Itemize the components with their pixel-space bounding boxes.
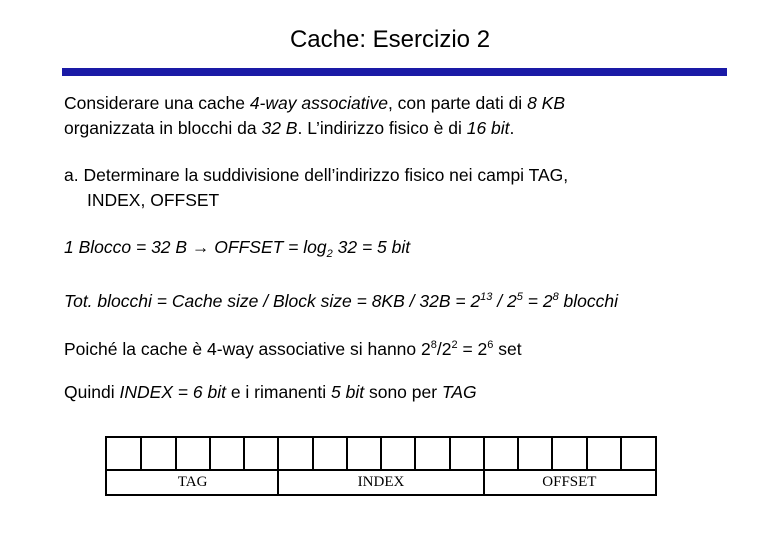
blocks-text: blocchi: [558, 291, 619, 311]
title-divider: [62, 68, 727, 76]
offset-equation: [64, 235, 410, 267]
conclusion-text: sono per: [364, 382, 442, 402]
blocks-text: / 2: [492, 291, 517, 311]
sets-text: /2: [436, 339, 452, 359]
intro-text: organizzata in blocchi da: [64, 118, 262, 138]
bit-cell: [209, 438, 211, 469]
intro-emphasis: 32 B: [261, 118, 298, 138]
bit-cell: [380, 438, 382, 469]
blocks-equation: [64, 285, 618, 314]
blocks-text: Tot. blocchi = Cache size / Block size = 8KB / 32B = 2: [64, 291, 481, 311]
intro-text: , con parte dati di: [387, 93, 528, 113]
intro-line-1: [64, 91, 565, 116]
intro-text: Considerare una cache: [64, 93, 250, 113]
field-label-index: INDEX: [357, 474, 405, 490]
intro-text: . L’indirizzo fisico è di: [297, 118, 467, 138]
conclusion: [64, 380, 477, 405]
bit-cell: [517, 438, 519, 469]
field-label-offset: OFFSET: [542, 474, 597, 490]
conclusion-emphasis: TAG: [441, 382, 477, 402]
bit-cell: [312, 438, 314, 469]
exponent: 8: [430, 339, 437, 351]
conclusion-emphasis: INDEX = 6 bit: [119, 382, 226, 402]
intro-emphasis: 4-way associative: [249, 93, 388, 113]
blocks-text: = 2: [522, 291, 553, 311]
exponent: 5: [516, 291, 523, 303]
question-line-2: INDEX, OFFSET: [87, 190, 220, 210]
bit-cell: [586, 438, 588, 469]
field-label-tag: TAG: [177, 474, 208, 490]
bit-cell: [346, 438, 348, 469]
address-bit-table: [105, 436, 657, 496]
sets-equation: [64, 333, 522, 362]
sets-text: Poiché la cache è 4-way associative si hanno 2: [64, 339, 431, 359]
intro-text: .: [509, 118, 515, 138]
question-line-1: a. Determinare la suddivisione dell’indirizzo fisico nei campi TAG,: [64, 165, 569, 185]
bit-cell: [414, 438, 416, 469]
exponent: 6: [487, 339, 494, 351]
bit-cell: [175, 438, 177, 469]
bit-row: [107, 438, 655, 471]
offset-text: 1 Blocco = 32 B → OFFSET = log: [64, 237, 327, 257]
exponent: 13: [480, 291, 493, 303]
offset-text: 32 = 5 bit: [332, 237, 411, 257]
bit-cell: [620, 438, 622, 469]
conclusion-text: e i rimanenti: [225, 382, 332, 402]
bit-cell: [277, 438, 279, 469]
intro-emphasis: 16 bit: [466, 118, 510, 138]
conclusion-emphasis: 5 bit: [331, 382, 365, 402]
log-base: 2: [326, 248, 333, 260]
page-title: Cache: Esercizio 2: [289, 26, 491, 53]
exponent: 2: [451, 339, 458, 351]
bit-cell: [449, 438, 451, 469]
sets-text: = 2: [457, 339, 488, 359]
intro-emphasis: 8 KB: [527, 93, 566, 113]
bit-cell: [551, 438, 553, 469]
sets-text: set: [493, 339, 522, 359]
bit-cell: [483, 438, 485, 469]
bit-cell: [140, 438, 142, 469]
bit-cell: [243, 438, 245, 469]
intro-line-2: [64, 116, 514, 141]
exponent: 8: [552, 291, 559, 303]
conclusion-text: Quindi: [64, 382, 120, 402]
